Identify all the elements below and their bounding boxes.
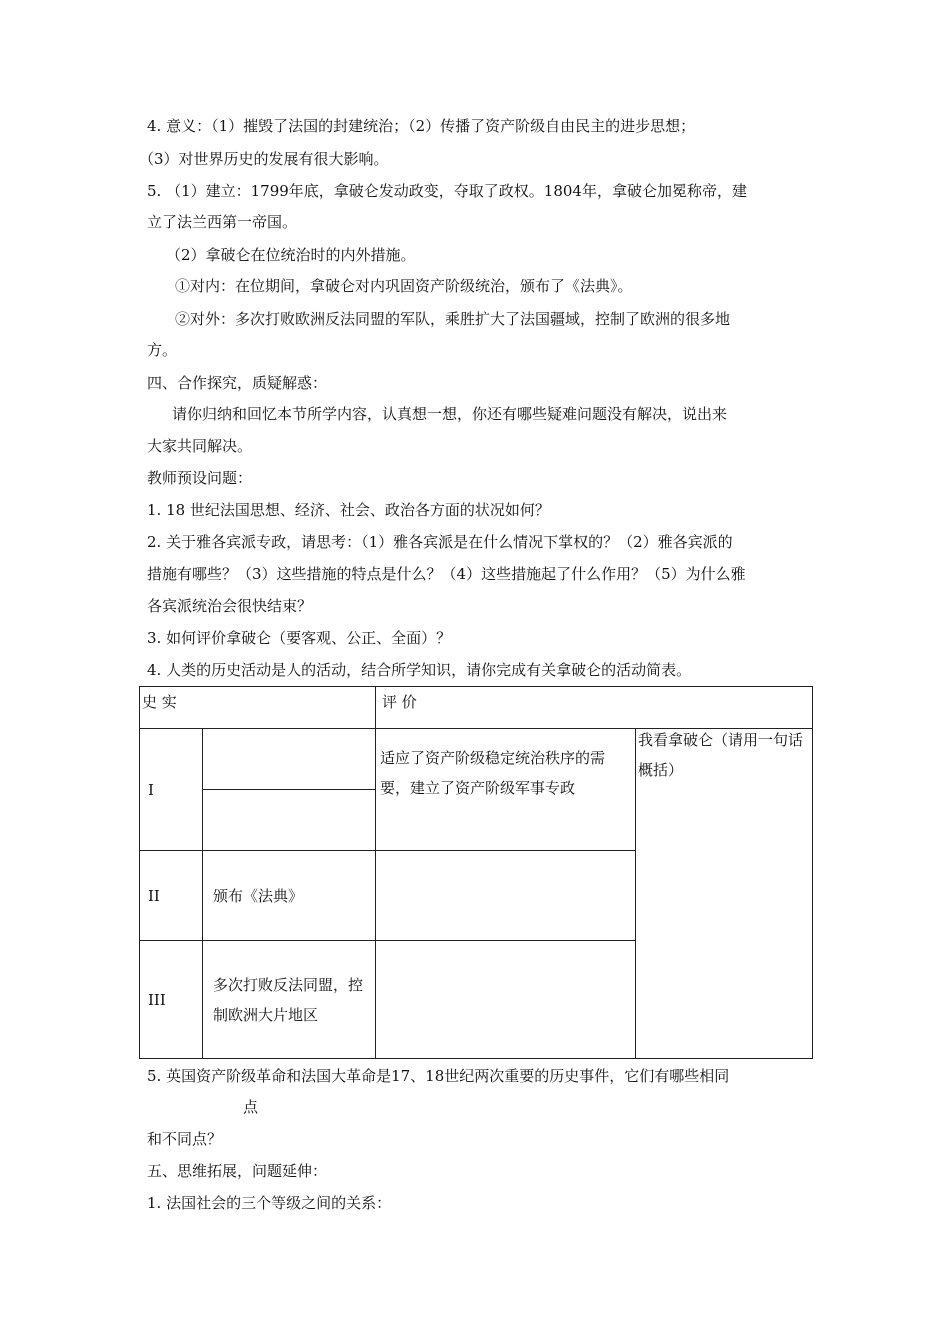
text-line: 大家共同解决。 xyxy=(147,437,253,455)
text-line: 方。 xyxy=(147,341,178,359)
eval-cell-1: 适应了资产阶级稳定统治秩序的需要，建立了资产阶级军事专政 xyxy=(376,729,636,851)
text-line: 3. 如何评价拿破仑（要客观、公正、全面）？ xyxy=(147,629,452,647)
fact-cell-2: 颁布《法典》 xyxy=(203,851,376,941)
text-line: （3）对世界历史的发展有很大影响。 xyxy=(139,150,389,168)
text-line: ②对外：多次打败欧洲反法同盟的军队，乘胜扩大了法国疆域，控制了欧洲的很多地 xyxy=(175,310,731,328)
text-line: 措施有哪些？（3）这些措施的特点是什么？（4）这些措施起了什么作用？（5）为什么雅 xyxy=(147,565,746,583)
text-line: ①对内：在位期间，拿破仑对内巩固资产阶级统治，颁布了《法典》。 xyxy=(175,277,633,295)
text-line: 5. （1）建立：1799年底，拿破仑发动政变，夺取了政权。1804年，拿破仑加冕称帝，建 xyxy=(147,182,747,200)
text-line: 立了法兰西第一帝国。 xyxy=(147,213,298,231)
header-facts: 史 实 xyxy=(140,687,376,729)
text-line: 1. 18 世纪法国思想、经济、社会、政治各方面的状况如何？ xyxy=(147,501,550,519)
fact-cell-1b[interactable] xyxy=(203,790,376,851)
text-line: 教师预设问题： xyxy=(147,469,253,487)
row-number-1: I xyxy=(140,729,203,851)
text-line: 4. 意义：（1）摧毁了法国的封建统治；（2）传播了资产阶级自由民主的进步思想； xyxy=(147,117,696,135)
text-line: 四、合作探究，质疑解惑： xyxy=(147,374,328,392)
napoleon-activity-table xyxy=(139,686,813,1059)
text-line: 2. 关于雅各宾派专政，请思考：（1）雅各宾派是在什么情况下掌权的？（2）雅各宾派的 xyxy=(147,533,733,551)
my-view-cell[interactable]: 我看拿破仑（请用一句话概括） xyxy=(636,729,813,1059)
text-line: （2）拿破仑在位统治时的内外措施。 xyxy=(166,246,416,264)
text-line: 4. 人类的历史活动是人的活动，结合所学知识，请你完成有关拿破仑的活动简表。 xyxy=(147,661,692,679)
text-line: 请你归纳和回忆本节所学内容，认真想一想，你还有哪些疑难问题没有解决，说出来 xyxy=(172,405,728,423)
text-line: 和不同点？ xyxy=(147,1130,223,1148)
fact-cell-3: 多次打败反法同盟，控制欧洲大片地区 xyxy=(203,941,376,1059)
row-number-3: III xyxy=(140,941,203,1059)
text-line: 各宾派统治会很快结束？ xyxy=(147,597,313,615)
eval-cell-2[interactable] xyxy=(376,851,636,941)
row-number-2: II xyxy=(140,851,203,941)
fact-cell-1a[interactable] xyxy=(203,729,376,790)
text-line: 1. 法国社会的三个等级之间的关系： xyxy=(147,1194,392,1212)
text-line: 5. 英国资产阶级革命和法国大革命是17、18世纪两次重要的历史事件，它们有哪些相同 xyxy=(147,1067,730,1085)
text-line: 五、思维拓展，问题延伸： xyxy=(147,1162,328,1180)
header-evaluation: 评 价 xyxy=(376,687,813,729)
eval-cell-3[interactable] xyxy=(376,941,636,1059)
text-line: 点 xyxy=(243,1098,259,1116)
